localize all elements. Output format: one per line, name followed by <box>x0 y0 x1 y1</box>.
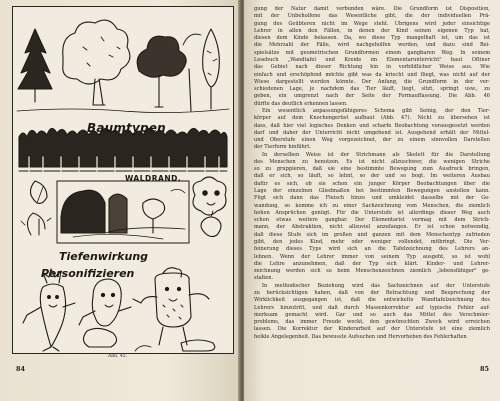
text-line: schon etwas weitere gangbar. Der Elementarist vermag mit dem Strich- <box>254 217 490 224</box>
text-line: und Oberstufe einen Weg vorgezeichnet, der zu einem sinnvollen Darstellen <box>254 137 490 144</box>
text-line: dafür es sich, ob sie schon ein junger Körper Beobachtungen über die <box>254 180 490 187</box>
label-personifizieren: Personifizieren <box>41 267 135 280</box>
leaf-icon <box>30 181 47 203</box>
text-line: dürfte das deutlich erkennen lassen. <box>254 100 348 107</box>
text-line: stalten. <box>254 275 274 282</box>
text-line: zu berücksichtigen haben, daß von der Betrachtung und Besprechung der <box>254 289 490 296</box>
birch-tree-icon <box>183 34 201 111</box>
text-line: gung des Geübteren nicht im Wege steht. Übrigens wird jeder einsichtige <box>254 20 490 27</box>
slender-tree-icon <box>203 29 220 109</box>
text-line: des Menschen zu benutzen. Es ist nicht allzuschwer, die wenigen Striche <box>254 158 490 165</box>
left-page <box>0 0 240 401</box>
text-line: gibt, den jedes Kind, mehr oder weniger vollendet, mitbringt. Die Ver- <box>254 239 490 245</box>
body-text <box>254 6 490 341</box>
label-baumtypen: Baumtypen <box>87 121 166 135</box>
text-line: gung der Natur damit verbunden wäre. Die Grundform ist Disposition, <box>254 6 490 12</box>
text-line: Lage der einzelnen Gliedmaßen bei bestimmten Bewegungen anstellen kann. <box>254 188 490 195</box>
text-line: Lehrer in allen den Fällen, in denen der Kind seinen eigenen Typ hat, <box>254 27 490 34</box>
leafy-tree-icon <box>63 20 130 105</box>
bean-figure-icon <box>79 279 131 347</box>
label-tiefenwirkung: Tiefenwirkung <box>59 250 149 263</box>
text-line: daß diese Stufe sich im großen und ganzen mit dem Menschentyp zufrieden <box>254 231 490 238</box>
text-line: schiedenen Lage, je nachdem das Tier läuft, liegt, sitzt, springt usw., zu <box>254 86 490 93</box>
text-line: diesen dem Kinde belassen. Da, wo diese Typ mangelhaft ist, um das ist <box>254 35 490 42</box>
text-line: heikle Angelegenheit. Das bewusste Aufsuchen und Hervorheben des Fehlerhaften <box>254 333 467 340</box>
bushy-tree-icon <box>137 36 186 107</box>
carrot-figure-icon <box>23 269 75 351</box>
page-number-left: 84 <box>16 365 26 373</box>
label-waldrand: WALDRAND. <box>125 174 182 183</box>
text-line: hohen Ansprüchen genügt. Für die Unterstufe ist allerdings dieser Weg auch <box>254 209 490 216</box>
text-line: Lesebuch „Wandtafel und Kreide im Elementarunterricht" baut Oftiner <box>254 56 490 63</box>
text-line: daß er sich, so läuft, so lehnt, so der und so bogt. Im weiteren Ausbau <box>254 173 490 180</box>
text-line: geben, ein umgrenzt nach der Seite der Formauffassung. Die Abb. 46 <box>254 93 490 100</box>
teapot-figure-icon <box>133 268 215 351</box>
depth-landscape-icon <box>57 181 189 243</box>
text-line: merksam gemacht wird. Gar und so auch das Mittel des Verschmier- <box>254 311 490 318</box>
text-line: Wirklichkeit ausgegangen ist, daß die entwickelte Wandtafelzeichnung des <box>254 297 490 304</box>
text-line: dass, daß hier viel logisches Denken und scharfe Beobachtung vorausgesetzt werden <box>254 122 490 129</box>
conifer-tree-icon <box>18 29 52 102</box>
text-line: lassen. Die Korrektur der Kinderarbeit auf der Unterstufe ist eine ziemlich <box>254 326 490 333</box>
text-line: mit der Unbeholfene das Wesentliche gibt, die der individuellen Prä- <box>254 13 490 20</box>
page-number-right: 85 <box>480 365 490 373</box>
text-line: Ein wesentlich anpassungsfähigeres Schema gibt Seinig, der den Tier- <box>262 107 490 114</box>
text-line: feinerung dieses Typs wird sich an die Tafelzeichnung des Lehrers an- <box>254 246 490 253</box>
text-line: Fügt sich dann das Fleisch hinzu und umkleidet dasselbe mit der Ge- <box>254 195 490 202</box>
text-line: darf und daher der Unterricht nicht umgehend ist. Ausgehend erhält der Mittel- <box>254 129 490 136</box>
figure-caption: Abb. 45. <box>108 354 128 359</box>
text-line: spielsätze mit geometrischen Grundformen einem gangbaren Weg. In seinem <box>254 49 490 56</box>
text-line: problems, das immer Freude weckt, den gewünschten Zweck wird erreichen <box>254 319 490 326</box>
text-line: das Gebiet nach dieser Richtung hin in vorbildlicher Weise aus. Wie <box>254 64 490 71</box>
text-line: körper auf dem Knochengerüst aufbaut (Abb. 47). Nicht zu übersehen ist <box>254 115 490 122</box>
text-line: einfach und erschöpfend möchte gibt was da kriecht und fliegt, was nicht auf der <box>254 71 490 78</box>
text-line: so zu gruppieren, daß sie eine bestimmte Bewegung zum Ausdruck bringen, <box>254 166 490 173</box>
text-line: In methodischer Beziehung wird das Sachzeichnen auf der Unterstufe <box>262 282 490 289</box>
text-line: wandung, so komme ich zu einer Sachzeichnung vom Menschen, die ziemlich <box>254 202 490 209</box>
text-line: lehnen. Wenn der Lehrer immer von seinem Typ ausgeht, so ist wohl <box>254 253 490 260</box>
illustration-figure <box>12 6 234 354</box>
illustration-drawing <box>13 7 233 353</box>
text-line: In derselben Weise ist der Strichmann als Skelett für die Darstellung <box>262 151 490 158</box>
text-line: die Lehre anzunehmen, daß der Typ sich klärt. Kinder- und Lehrer- <box>254 260 490 267</box>
text-line: Wiese dargestellt werden könnte. Der Anfang, die Grundform in der ver- <box>254 78 490 85</box>
flower-icon <box>21 213 51 235</box>
right-page <box>244 0 500 401</box>
text-line: mann, der Abstraktion, nicht allzuviel anzufangen. Er ist schon notwendig, <box>254 224 490 231</box>
pansy-flower-icon <box>193 177 226 215</box>
text-line: zeichnung werden sich so beim Menschenzeichnen ziemlich „lebensfähiger" ge- <box>254 268 490 275</box>
text-line: der Tierform hinführt. <box>254 144 311 151</box>
text-line: die Mehrzahl der Fälle, wird nachgeholfen werden, und dazu sind Bei- <box>254 42 490 49</box>
text-line: Lehrers hinzutritt, und daß durch Massenkorrektur auf typische Fehler auf- <box>254 304 490 311</box>
